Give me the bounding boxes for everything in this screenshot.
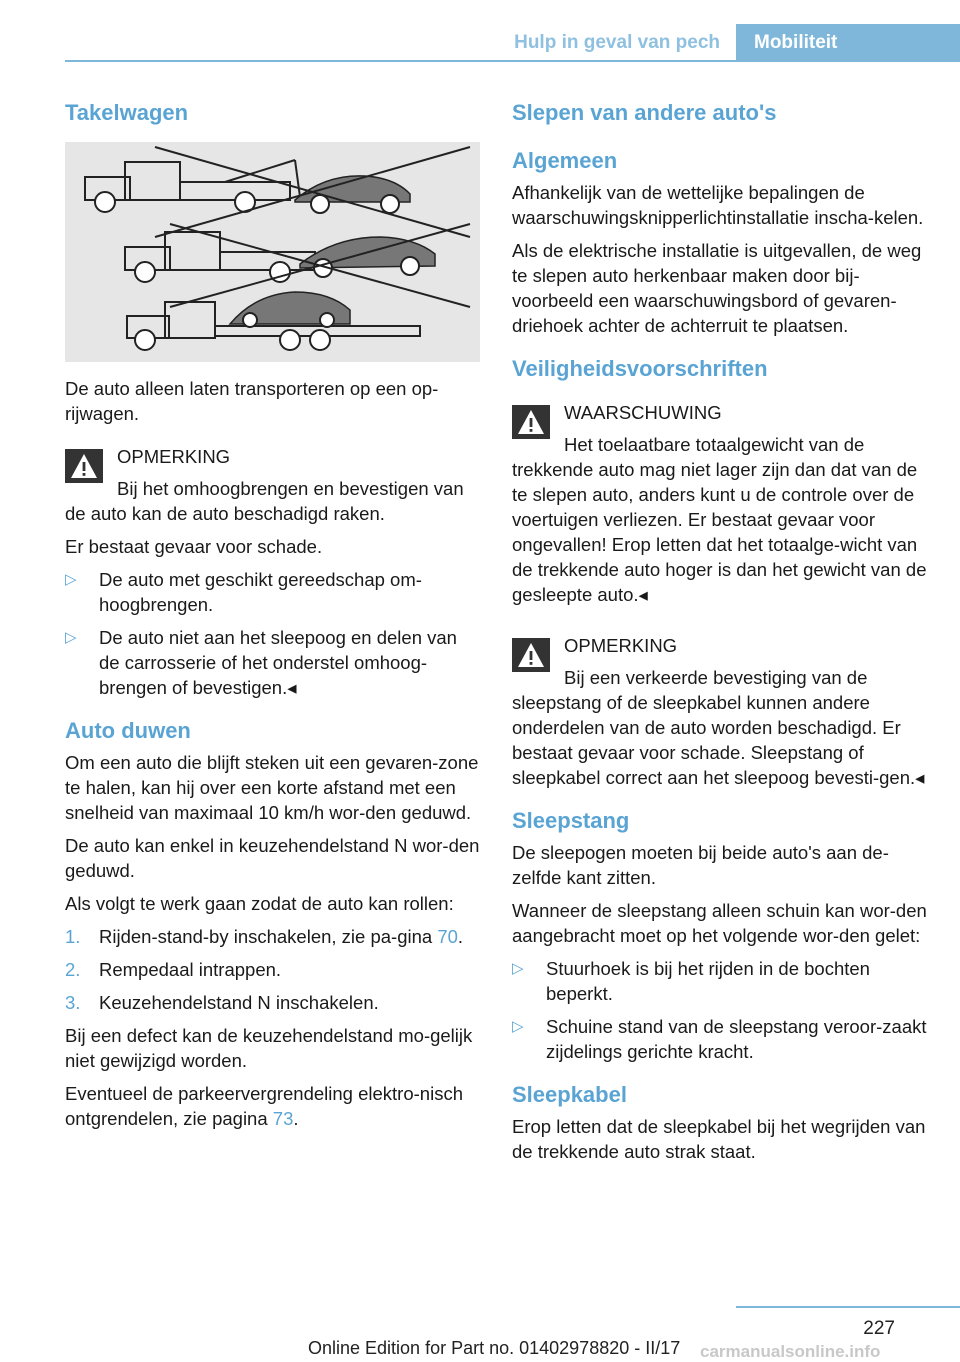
watermark: carmanualsonline.info [700, 1342, 881, 1361]
notice-tow-bar [512, 633, 937, 790]
list-item [65, 625, 480, 700]
notice-tow-text: Bij het omhoogbrengen en bevestigen van de auto kan de auto beschadigd raken. [65, 478, 464, 524]
bar-p2: Wanneer de sleepstang alleen schuin kan wor-den aangebracht moet op het volgende wor-den gelet: [512, 900, 927, 946]
footer-rule [736, 1306, 960, 1308]
triangle-bullet-icon: ▷ [65, 629, 77, 646]
list-item-text: De auto niet aan het sleepoog en delen van de carrosserie of het onderstel omhoog-brengen of bevestigen.◂ [99, 627, 457, 698]
edition-text: Online Edition for Part no. 01402978820 - II/17 [308, 1338, 681, 1358]
list-item-text: De auto met geschikt gereedschap om-hoogbrengen. [99, 569, 422, 615]
step-number: 1. [65, 926, 81, 947]
step-text: Rijden-stand-by inschakelen, zie pa-gina [99, 926, 438, 947]
step-number: 3. [65, 992, 81, 1013]
warning-triangle-icon [512, 405, 550, 439]
tow-truck-illustration [65, 142, 480, 362]
list-item-text: Schuine stand van de sleepstang veroor-zaakt zijdelings gerichte kracht. [546, 1016, 927, 1062]
title-sleepkabel: Sleepkabel [512, 1082, 627, 1107]
step-number: 2. [65, 959, 81, 980]
left-column [65, 100, 480, 1139]
page-number: 227 [863, 1318, 895, 1339]
notice-tow-title: OPMERKING [117, 446, 231, 467]
header-section[interactable]: Hulp in geval van pech [514, 32, 720, 53]
title-sleepstang: Sleepstang [512, 808, 630, 833]
page-link[interactable]: 73 [272, 1108, 294, 1129]
list-item [65, 567, 480, 617]
tow-truck-drawing [65, 142, 480, 362]
push-p3: Als volgt te werk gaan zodat de auto kan rollen: [65, 893, 454, 914]
notice-tow-extra: Er bestaat gevaar voor schade. [65, 536, 323, 557]
general-p2: Als de elektrische installatie is uitgevallen, de weg te slepen auto herkenbaar maken door bij-voorbeeld een waarschuwingsbord of gevaren-driehoek achter de achterruit te plaatsen. [512, 240, 922, 336]
warning-text: Het toelaatbare totaalgewicht van de trekkende auto mag niet lager zijn dan dat van de te slepen auto, anders kunt u de controle over de voertuigen verliezen. Er bestaat gevaar voor ongevallen! Erop letten dat het totaalge-wicht van de trekkende auto hoger is dan het gewicht van de gesleepte auto.◂ [512, 434, 927, 605]
bar-p1: De sleepogen moeten bij beide auto's aan de-zelfde kant zitten. [512, 842, 889, 888]
title-algemeen: Algemeen [512, 148, 618, 173]
step-end: . [457, 926, 464, 947]
right-column [512, 100, 937, 1172]
push-p5-end: . [293, 1108, 299, 1129]
push-p4: Bij een defect kan de keuzehendelstand mo-gelijk niet gewijzigd worden. [65, 1025, 473, 1071]
list-item [65, 990, 480, 1015]
warning-triangle-icon [512, 638, 550, 672]
title-takelwagen: Takelwagen [65, 100, 189, 125]
warning-title: WAARSCHUWING [564, 402, 722, 423]
list-item [65, 957, 480, 982]
list-item [512, 1014, 937, 1064]
triangle-bullet-icon: ▷ [65, 571, 77, 588]
list-item [512, 956, 937, 1006]
push-p1: Om een auto die blijft steken uit een gevaren-zone te halen, kan hij over een korte afstand met een snelheid van maximaal 10 km/h wor-den geduwd. [65, 752, 479, 823]
title-veiligheid: Veiligheidsvoorschriften [512, 356, 768, 381]
general-p1: Afhankelijk van de wettelijke bepalingen de waarschuwingsknipperlichtinstallatie inscha-kelen. [512, 182, 924, 228]
warning-triangle-icon [65, 449, 103, 483]
push-p2: De auto kan enkel in keuzehendelstand N wor-den geduwd. [65, 835, 480, 881]
notice-bar-text: Bij een verkeerde bevestiging van de sleepstang of de sleepkabel kunnen andere onderdelen van de auto worden beschadigd. Er bestaat gevaar voor schade. Sleepstang of sleepkabel correct aan het sleepoog bevesti-gen.◂ [512, 667, 925, 788]
warning-notice [512, 400, 937, 607]
page-link[interactable]: 70 [437, 926, 458, 947]
push-p5-text: Eventueel de parkeervergrendeling elektro-nisch ontgrendelen, zie pagina [65, 1083, 463, 1129]
title-slepen: Slepen van andere auto's [512, 100, 777, 125]
notice-tow [65, 444, 480, 526]
bar-list [512, 956, 937, 1064]
push-p5 [65, 1081, 480, 1131]
cable-p1: Erop letten dat de sleepkabel bij het wegrijden van de trekkende auto strak staat. [512, 1116, 926, 1162]
push-steps [65, 924, 480, 1015]
header-chapter[interactable]: Mobiliteit [736, 24, 960, 62]
step-text: Rempedaal intrappen. [99, 959, 282, 980]
notice-bar-title: OPMERKING [564, 635, 678, 656]
title-auto-duwen: Auto duwen [65, 718, 191, 743]
list-item [65, 924, 480, 949]
notice-tow-list [65, 567, 480, 700]
step-text: Keuzehendelstand N inschakelen. [99, 992, 379, 1013]
list-item-text: Stuurhoek is bij het rijden in de bochten beperkt. [546, 958, 870, 1004]
tow-intro: De auto alleen laten transporteren op een op-rijwagen. [65, 378, 439, 424]
triangle-bullet-icon: ▷ [512, 960, 524, 977]
triangle-bullet-icon: ▷ [512, 1018, 524, 1035]
